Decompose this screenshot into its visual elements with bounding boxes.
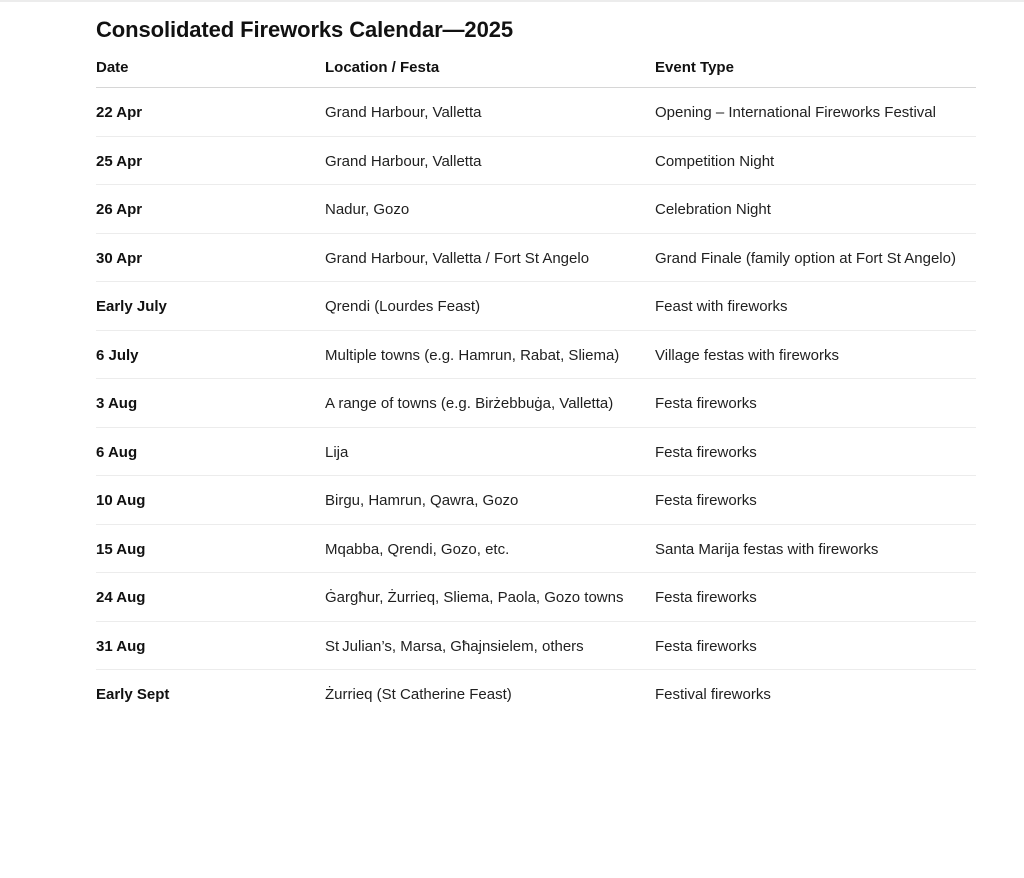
table-row — [96, 282, 976, 331]
row-event-type: Grand Finale (family option at Fort St Angelo) — [655, 233, 976, 282]
table-row — [96, 621, 976, 670]
row-event-type: Celebration Night — [655, 185, 976, 234]
row-location: Grand Harbour, Valletta — [325, 136, 655, 185]
row-location: Qrendi (Lourdes Feast) — [325, 282, 655, 331]
row-event-type: Santa Marija festas with fireworks — [655, 524, 976, 573]
row-date: Early July — [96, 282, 325, 331]
row-location: Nadur, Gozo — [325, 185, 655, 234]
column-header-event-type: Event Type — [655, 52, 976, 88]
row-date: 25 Apr — [96, 136, 325, 185]
table-row — [96, 524, 976, 573]
table-row — [96, 136, 976, 185]
top-divider — [0, 0, 1024, 2]
row-date: 15 Aug — [96, 524, 325, 573]
page-title: Consolidated Fireworks Calendar—2025 — [96, 17, 513, 42]
row-location: Mqabba, Qrendi, Gozo, etc. — [325, 524, 655, 573]
table-row — [96, 670, 976, 718]
row-location: Żurrieq (St Catherine Feast) — [325, 686, 512, 703]
column-header-date: Date — [96, 52, 325, 88]
row-event-type: Festa fireworks — [655, 427, 976, 476]
row-event-type: Festa fireworks — [655, 379, 976, 428]
row-location: Grand Harbour, Valletta — [325, 88, 655, 137]
row-date: 24 Aug — [96, 573, 325, 622]
row-location: Grand Harbour, Valletta / Fort St Angelo — [325, 233, 655, 282]
row-date: 26 Apr — [96, 185, 325, 234]
row-event-type: Feast with fireworks — [655, 282, 976, 331]
row-date: 30 Apr — [96, 233, 325, 282]
row-event-type: Opening – International Fireworks Festival — [655, 88, 976, 137]
row-location: Multiple towns (e.g. Hamrun, Rabat, Sliema) — [325, 330, 655, 379]
table-row — [96, 185, 976, 234]
table-row — [96, 476, 976, 525]
table-row — [96, 427, 976, 476]
row-date: Early Sept — [96, 686, 170, 703]
row-event-type: Festa fireworks — [655, 621, 976, 670]
row-event-type: Festival fireworks — [655, 686, 771, 703]
table-header-row — [96, 52, 976, 88]
row-date: 22 Apr — [96, 88, 325, 137]
row-event-type: Competition Night — [655, 136, 976, 185]
row-date: 3 Aug — [96, 379, 325, 428]
table-row — [96, 233, 976, 282]
row-event-type: Festa fireworks — [655, 476, 976, 525]
row-location: Lija — [325, 427, 655, 476]
row-location: Birgu, Hamrun, Qawra, Gozo — [325, 476, 655, 525]
row-date: 6 July — [96, 330, 325, 379]
table-row — [96, 88, 976, 137]
row-location: Ġargħur, Żurrieq, Sliema, Paola, Gozo towns — [325, 573, 655, 622]
row-location: A range of towns (e.g. Birżebbuġa, Valletta) — [325, 379, 655, 428]
column-header-location: Location / Festa — [325, 52, 655, 88]
row-location: St Julian’s, Marsa, Għajnsielem, others — [325, 621, 655, 670]
row-date: 10 Aug — [96, 476, 325, 525]
row-event-type: Festa fireworks — [655, 573, 976, 622]
table-row — [96, 330, 976, 379]
table-row — [96, 573, 976, 622]
row-date: 31 Aug — [96, 621, 325, 670]
row-date: 6 Aug — [96, 427, 325, 476]
table-row — [96, 379, 976, 428]
row-event-type: Village festas with fireworks — [655, 330, 976, 379]
fireworks-table — [96, 52, 976, 718]
